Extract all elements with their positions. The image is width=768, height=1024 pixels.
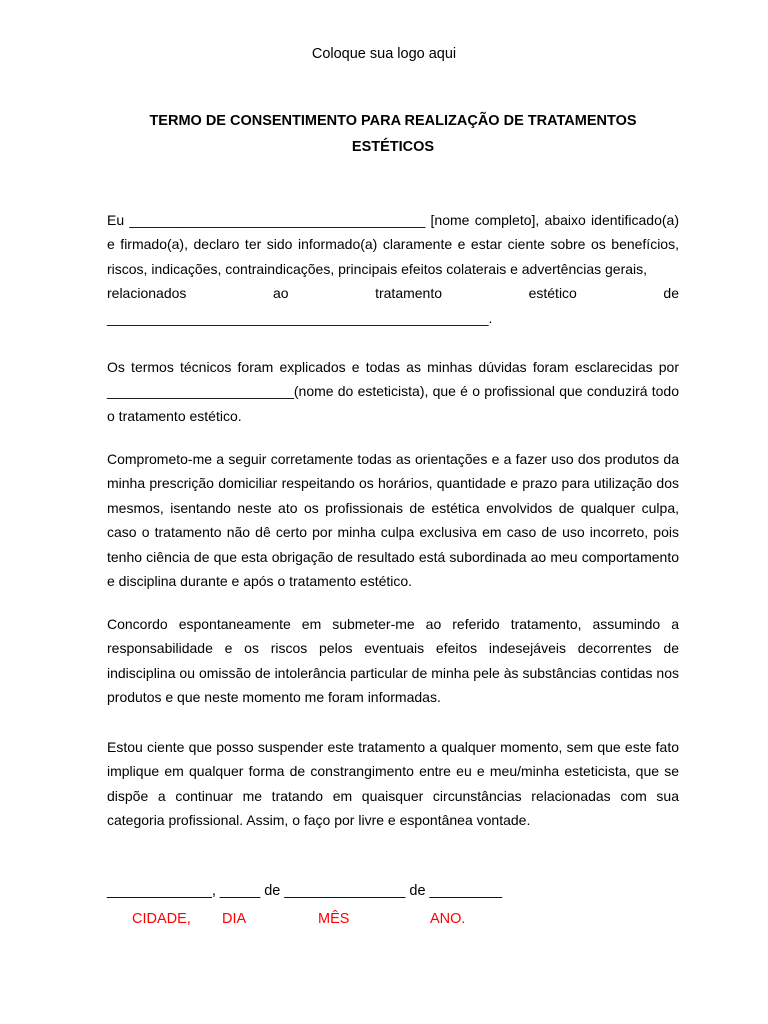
date-labels [0,911,768,935]
date-signature-line: _____________, _____ de _______________ de _________ [107,883,503,899]
paragraph-technical-terms: Os termos técnicos foram explicados e todas as minhas dúvidas foram esclarecidas por ________________________(nome do esteticista), que é o profissional que conduzirá todo o tratamento estético. [107,359,679,424]
word: relacionados [107,285,187,302]
word: de [663,285,679,302]
paragraph-suspension: Estou ciente que posso suspender este tratamento a qualquer momento, sem que este fato implique em qualquer forma de constrangimento entre eu e meu/minha esteticista, que se dispõe a continuar me tratando em quaisquer circunstâncias relacionadas com sua categoria profissional. Assim, o faço por livre e espontânea vontade. [107,739,679,829]
paragraph-identification [107,208,679,330]
word: estético [528,285,577,302]
document-title [107,108,679,160]
word: ao [272,285,289,302]
paragraph-identification-last-line [107,281,679,305]
paragraph-commitment: Comprometo-me a seguir corretamente todas as orientações e a fazer uso dos produtos da minha prescrição domiciliar respeitando os horários, quantidade e prazo para utilização dos mesmos, isentando neste ato os profissionais de estética envolvidos de qualquer culpa, caso o tratamento não dê certo por minha culpa exclusiva em caso de uso incorreto, pois tenho ciência de que esta obrigação de resultado está subordinada ao meu comportamento e disciplina durante e após o tratamento estético. [107,451,679,590]
label-dia: DIA [222,911,247,927]
label-mes: MÊS [318,911,350,927]
document-title-line-1: TERMO DE CONSENTIMENTO PARA REALIZAÇÃO DE TRATAMENTOS [149,113,637,129]
document-title-line-2: ESTÉTICOS [351,139,435,155]
paragraph-agreement: Concordo espontaneamente em submeter-me ao referido tratamento, assumindo a responsabilidade e os riscos pelos eventuais efeitos indesejáveis decorrentes de indisciplina ou omissão de intolerância particular de minha pele às substâncias contidas nos produtos e que neste momento me foram informadas. [107,616,679,706]
word: tratamento [375,285,443,302]
treatment-blank-line: _________________________________________________. [107,309,493,326]
label-cidade: CIDADE, [132,911,191,927]
logo-placeholder: Coloque sua logo aqui [311,46,457,62]
label-ano: ANO. [430,911,466,927]
paragraph-identification-text: Eu ______________________________________ [nome completo], abaixo identificado(a) e firmado(a), declaro ter sido informado(a) claramente e estar ciente sobre os benefícios, riscos, indicações, contraindicações, principais efeitos colaterais e advertências gerais, [107,212,679,277]
